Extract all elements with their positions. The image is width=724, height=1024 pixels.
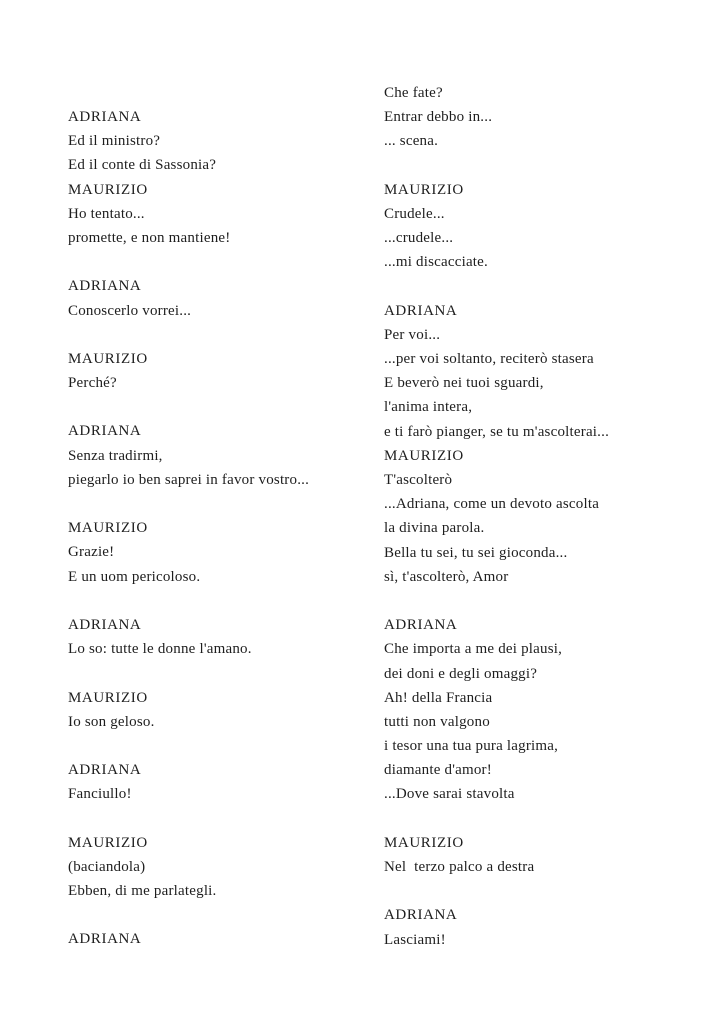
- dialogue-line: e ti farò pianger, se tu m'ascolterai...: [384, 423, 610, 440]
- left-text-column: [68, 105, 378, 952]
- dialogue-line: Ebben, di me parlategli.: [68, 883, 217, 899]
- right-text-column: [384, 81, 714, 952]
- blank-line: [384, 807, 714, 831]
- dialogue-line: Grazie!: [68, 544, 115, 561]
- dialogue-line: Ed il ministro?: [68, 133, 161, 150]
- blank-line: [68, 589, 378, 613]
- dialogue-line: Che fate?: [384, 85, 443, 101]
- speaker-label: ADRIANA: [384, 907, 458, 924]
- dialogue-line: Fanciullo!: [68, 786, 132, 803]
- dialogue-line: Senza tradirmi,: [68, 447, 163, 464]
- blank-line: [68, 903, 378, 927]
- dialogue-line: ...Dove sarai stavolta: [384, 786, 515, 803]
- speaker-label: MAURIZIO: [68, 520, 148, 537]
- speaker-label: ADRIANA: [384, 302, 458, 319]
- speaker-label: ADRIANA: [68, 762, 142, 779]
- dialogue-line: piegarlo io ben saprei in favor vostro...: [68, 471, 310, 488]
- blank-line: [384, 154, 714, 178]
- speaker-label: MAURIZIO: [68, 834, 148, 851]
- dialogue-line: Entrar debbo in...: [384, 109, 493, 126]
- speaker-label: ADRIANA: [384, 617, 458, 634]
- dialogue-line: Bella tu sei, tu sei gioconda...: [384, 544, 568, 561]
- dialogue-line: la divina parola.: [384, 520, 485, 537]
- dialogue-line: ...mi discacciate.: [384, 254, 488, 271]
- blank-line: [68, 806, 378, 830]
- dialogue-line: Lasciami!: [384, 931, 446, 948]
- speaker-label: ADRIANA: [68, 423, 142, 440]
- dialogue-line: tutti non valgono: [384, 713, 490, 730]
- dialogue-line: sì, t'ascolterò, Amor: [384, 568, 509, 585]
- dialogue-line: Lo so: tutte le donne l'amano.: [68, 641, 252, 658]
- dialogue-line: Conoscerlo vorrei...: [68, 302, 192, 319]
- speaker-label: ADRIANA: [68, 616, 142, 633]
- speaker-label: MAURIZIO: [68, 689, 148, 706]
- blank-line: [68, 395, 378, 419]
- speaker-label: MAURIZIO: [384, 447, 464, 464]
- speaker-label: ADRIANA: [68, 278, 142, 295]
- dialogue-line: Nel terzo palco a destra: [384, 859, 535, 875]
- dialogue-line: promette, e non mantiene!: [68, 229, 231, 246]
- dialogue-line: ...Adriana, come un devoto ascolta: [384, 496, 600, 513]
- dialogue-line: Ho tentato...: [68, 205, 145, 222]
- dialogue-line: T'ascolterò: [384, 472, 453, 488]
- dialogue-line: Per voi...: [384, 326, 441, 343]
- blank-line: [68, 734, 378, 758]
- blank-line: [68, 323, 378, 347]
- speaker-label: MAURIZIO: [384, 834, 464, 851]
- dialogue-line: diamante d'amor!: [384, 762, 492, 779]
- blank-line: [384, 879, 714, 903]
- speaker-label: MAURIZIO: [384, 181, 464, 198]
- dialogue-line: E un uom pericoloso.: [68, 568, 201, 585]
- dialogue-line: Ah! della Francia: [384, 689, 493, 706]
- dialogue-line: i tesor una tua pura lagrima,: [384, 738, 559, 755]
- dialogue-line: E beverò nei tuoi sguardi,: [384, 375, 544, 392]
- dialogue-line: dei doni e degli omaggi?: [384, 665, 538, 682]
- dialogue-line: Crudele...: [384, 205, 445, 222]
- speaker-label: MAURIZIO: [68, 181, 148, 198]
- dialogue-line: ...crudele...: [384, 230, 454, 247]
- blank-line: [384, 275, 714, 299]
- dialogue-line: l'anima intera,: [384, 399, 473, 416]
- dialogue-line: ... scena.: [384, 133, 439, 150]
- stage-direction: (baciandola): [68, 858, 146, 875]
- dialogue-line: Io son geloso.: [68, 713, 155, 730]
- dialogue-line: ...per voi soltanto, reciterò stasera: [384, 351, 594, 368]
- blank-line: [68, 661, 378, 685]
- dialogue-line: Che importa a me dei plausi,: [384, 641, 563, 658]
- blank-line: [68, 492, 378, 516]
- dialogue-line: Ed il conte di Sassonia?: [68, 157, 217, 174]
- speaker-label: ADRIANA: [68, 931, 142, 948]
- speaker-label: MAURIZIO: [68, 350, 148, 367]
- dialogue-line: Perché?: [68, 375, 117, 392]
- blank-line: [384, 589, 714, 613]
- blank-line: [68, 250, 378, 274]
- speaker-label: ADRIANA: [68, 109, 142, 125]
